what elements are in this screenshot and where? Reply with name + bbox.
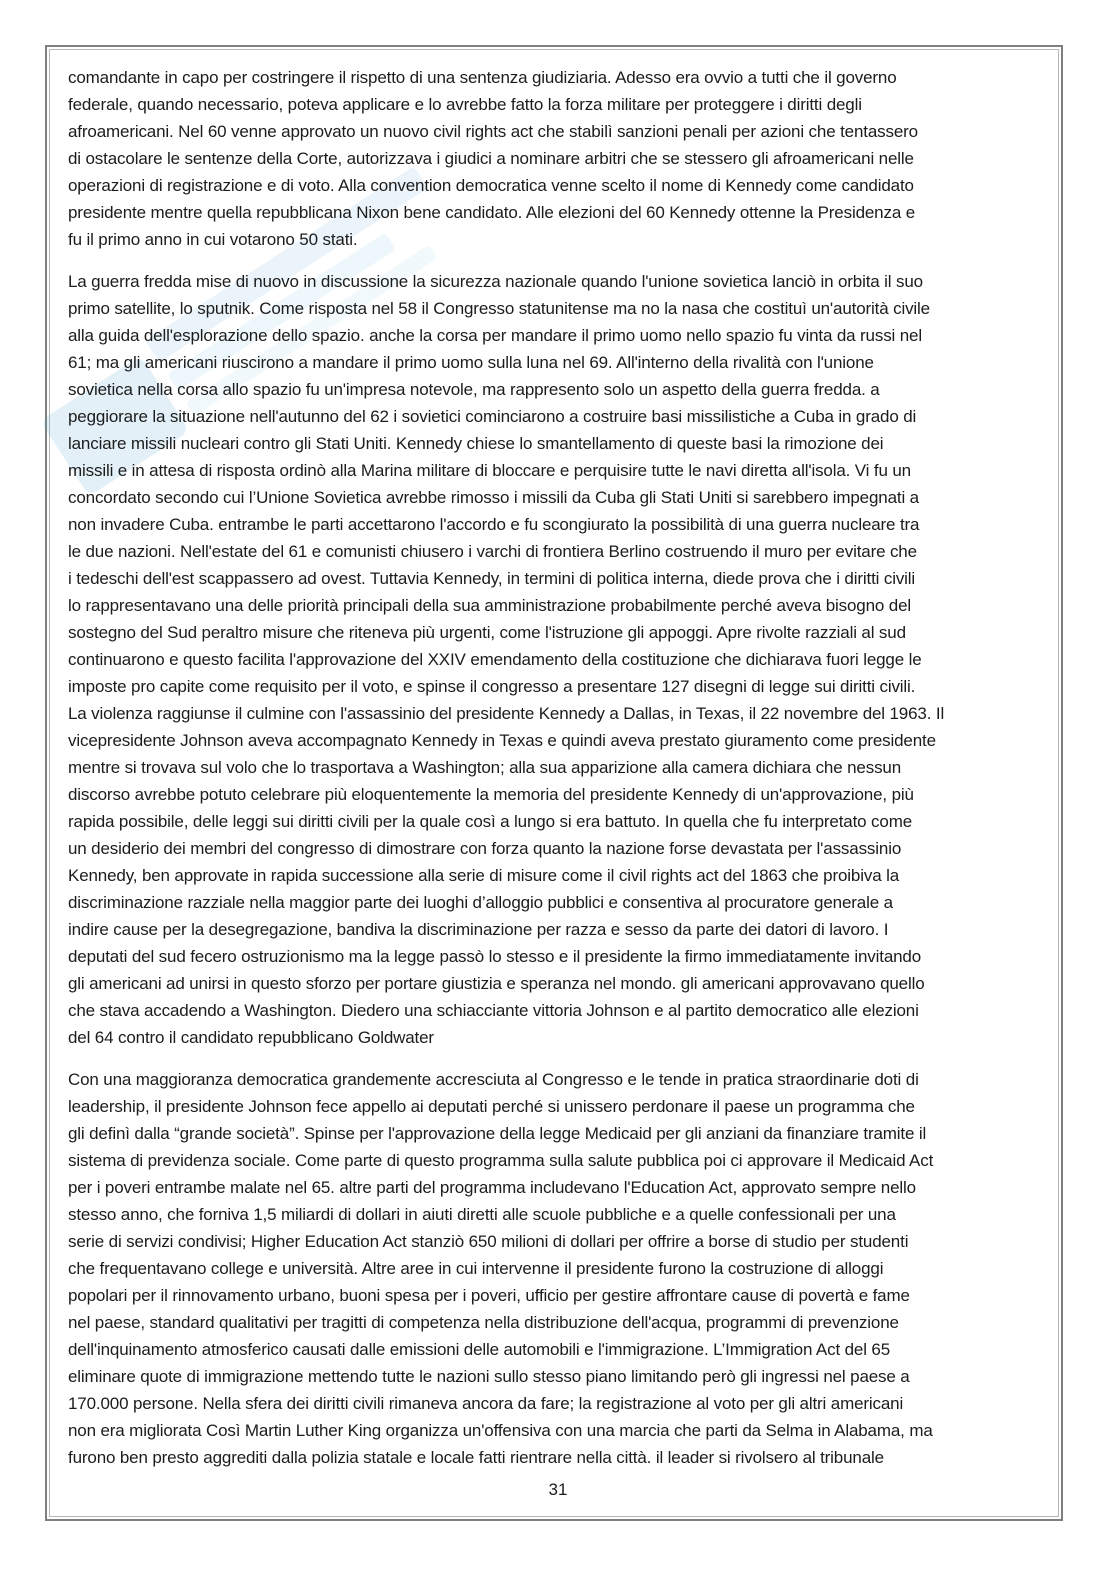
text-line: federale, quando necessario, poteva applicare e lo avrebbe fatto la forza militare per proteggere i diritti degli xyxy=(68,95,862,114)
text-line: del 64 contro il candidato repubblicano Goldwater xyxy=(68,1028,434,1047)
text-line: comandante in capo per costringere il rispetto di una sentenza giudiziaria. Adesso era ovvio a tutti che il governo xyxy=(68,68,897,87)
text-line: mentre si trovava sul volo che lo trasportava a Washington; alla sua apparizione alla camera dichiara che nessun xyxy=(68,758,902,777)
text-line: operazioni di registrazione e di voto. Alla convention democratica venne scelto il nome di Kennedy come candidato xyxy=(68,176,914,195)
text-line: alla guida dell'esplorazione dello spazio. anche la corsa per mandare il primo uomo nello spazio fu vinta da russi nel xyxy=(68,326,922,345)
text-line: che stava accadendo a Washington. Diedero una schiacciante vittoria Johnson e al partito democratico alle elezioni xyxy=(68,1001,919,1020)
text-line: popolari per il rinnovamento urbano, buoni spesa per i poveri, ufficio per gestire affrontare cause di povertà e fame xyxy=(68,1286,910,1305)
text-line: La violenza raggiunse il culmine con l'assassinio del presidente Kennedy a Dallas, in Texas, il 22 novembre del 1963. Il xyxy=(68,704,945,723)
text-line: lanciare missili nucleari contro gli Stati Uniti. Kennedy chiese lo smantellamento di queste basi la rimozione dei xyxy=(68,434,884,453)
text-line: 61; ma gli americani riuscirono a mandare il primo uomo sulla luna nel 69. All'interno della rivalità con l'unione xyxy=(68,353,874,372)
text-line: continuarono e questo facilita l'approvazione del XXIV emendamento della costituzione che dichiarava fuori legge le xyxy=(68,650,922,669)
document-body xyxy=(68,64,1043,1486)
text-line: non era migliorata Così Martin Luther King organizza un'offensiva con una marcia che parti da Selma in Alabama, ma xyxy=(68,1421,933,1440)
paragraph-3 xyxy=(68,1066,1043,1471)
text-line: sovietica nella corsa allo spazio fu un'impresa notevole, ma rappresento solo un aspetto della guerra fredda. a xyxy=(68,380,880,399)
text-line: vicepresidente Johnson aveva accompagnato Kennedy in Texas e quindi aveva prestato giuramento come presidente xyxy=(68,731,936,750)
text-line: un desiderio dei membri del congresso di dimostrare con forza quanto la nazione forse devastata per l'assassinio xyxy=(68,839,902,858)
page-number: 31 xyxy=(548,1480,568,1499)
text-line: furono ben presto aggrediti dalla polizia statale e locale fatti rientrare nella città. il leader si rivolsero al tribunale xyxy=(68,1448,884,1467)
text-line: indire cause per la desegregazione, bandiva la discriminazione per razza e sesso da parte dei datori di lavoro. I xyxy=(68,920,889,939)
text-line: gli definì dalla “grande società”. Spinse per l'approvazione della legge Medicaid per gli anziani da finanziare tramite il xyxy=(68,1124,927,1143)
text-line: i tedeschi dell'est scappassero ad ovest. Tuttavia Kennedy, in termini di politica interna, diede prova che i diritti civili xyxy=(68,569,916,588)
text-line: presidente mentre quella repubblicana Nixon bene candidato. Alle elezioni del 60 Kennedy ottenne la Presidenza e xyxy=(68,203,916,222)
text-line: nel paese, standard qualitativi per tragitti di competenza nella distribuzione dell'acqua, programmi di prevenzione xyxy=(68,1313,899,1332)
text-line: imposte pro capite come requisito per il voto, e spinse il congresso a presentare 127 disegni di legge sui diritti civili. xyxy=(68,677,916,696)
text-line: dell'inquinamento atmosferico causati dalle emissioni delle automobili e l'immigrazione. L’Immigration Act del 65 xyxy=(68,1340,891,1359)
text-line: leadership, il presidente Johnson fece appello ai deputati perché si unissero perdonare il paese un programma che xyxy=(68,1097,915,1116)
text-line: peggiorare la situazione nell'autunno del 62 i sovietici cominciarono a costruire basi missilistiche a Cuba in grado di xyxy=(68,407,917,426)
text-line: che frequentavano college e università. Altre aree in cui intervenne il presidente furono la costruzione di alloggi xyxy=(68,1259,884,1278)
text-line: La guerra fredda mise di nuovo in discussione la sicurezza nazionale quando l'unione sovietica lanciò in orbita il suo xyxy=(68,272,923,291)
text-line: stesso anno, che forniva 1,5 miliardi di dollari in aiuti diretti alle scuole pubbliche e a quelle confessionali per una xyxy=(68,1205,896,1224)
text-line: eliminare quote di immigrazione mettendo tutte le nazioni sullo stesso piano limitando però gli ingressi nel paese a xyxy=(68,1367,910,1386)
text-line: primo satellite, lo sputnik. Come risposta nel 58 il Congresso statunitense ma no la nasa che costituì un'autorità civile xyxy=(68,299,930,318)
text-line: 170.000 persone. Nella sfera dei diritti civili rimaneva ancora da fare; la registrazione al voto per gli altri americani xyxy=(68,1394,904,1413)
text-line: gli americani ad unirsi in questo sforzo per portare giustizia e speranza nel mondo. gli americani approvavano quello xyxy=(68,974,925,993)
text-line: le due nazioni. Nell'estate del 61 e comunisti chiusero i varchi di frontiera Berlino costruendo il muro per evitare che xyxy=(68,542,917,561)
text-line: rapida possibile, delle leggi sui diritti civili per la quale così a lungo si era battuto. In quella che fu interpretato come xyxy=(68,812,913,831)
text-line: sistema di previdenza sociale. Come parte di questo programma sulla salute pubblica poi ci approvare il Medicaid Act xyxy=(68,1151,934,1170)
paragraph-1 xyxy=(68,64,1043,253)
text-line: per i poveri entrambe malate nel 65. altre parti del programma includevano l'Education Act, approvato sempre nello xyxy=(68,1178,916,1197)
text-line: missili e in attesa di risposta ordinò alla Marina militare di bloccare e perquisire tutte le navi diretta all'isola. Vi fu un xyxy=(68,461,911,480)
paragraph-2 xyxy=(68,268,1043,1051)
text-line: deputati del sud fecero ostruzionismo ma la legge passò lo stesso e il presidente la firmo immediatamente invitando xyxy=(68,947,922,966)
text-line: Kennedy, ben approvate in rapida successione alla serie di misure come il civil rights act del 1863 che proibiva la xyxy=(68,866,900,885)
text-line: sostegno del Sud peraltro misure che riteneva più urgenti, come l'istruzione gli appoggi. Apre rivolte razziali al sud xyxy=(68,623,906,642)
text-line: fu il primo anno in cui votarono 50 stati. xyxy=(68,230,358,249)
text-line: di ostacolare le sentenze della Corte, autorizzava i giudici a nominare arbitri che se stessero gli afroamericani nelle xyxy=(68,149,914,168)
text-line: discorso avrebbe potuto celebrare più eloquentemente la memoria del presidente Kennedy di un'approvazione, più xyxy=(68,785,914,804)
text-line: lo rappresentavano una delle priorità principali della sua amministrazione probabilmente perché aveva bisogno del xyxy=(68,596,912,615)
text-line: non invadere Cuba. entrambe le parti accettarono l'accordo e fu scongiurato la possibilità di una guerra nucleare tra xyxy=(68,515,920,534)
text-line: concordato secondo cui l’Unione Sovietica avrebbe rimosso i missili da Cuba gli Stati Uniti si sarebbero impegnati a xyxy=(68,488,919,507)
text-line: discriminazione razziale nella maggior parte dei luoghi d’alloggio pubblici e consentiva al procuratore generale a xyxy=(68,893,893,912)
text-line: Con una maggioranza democratica grandemente accresciuta al Congresso e le tende in pratica straordinarie doti di xyxy=(68,1070,919,1089)
text-line: serie di servizi condivisi; Higher Education Act stanziò 650 milioni di dollari per offrire a borse di studio per studenti xyxy=(68,1232,909,1251)
text-line: afroamericani. Nel 60 venne approvato un nuovo civil rights act che stabilì sanzioni penali per azioni che tentassero xyxy=(68,122,918,141)
